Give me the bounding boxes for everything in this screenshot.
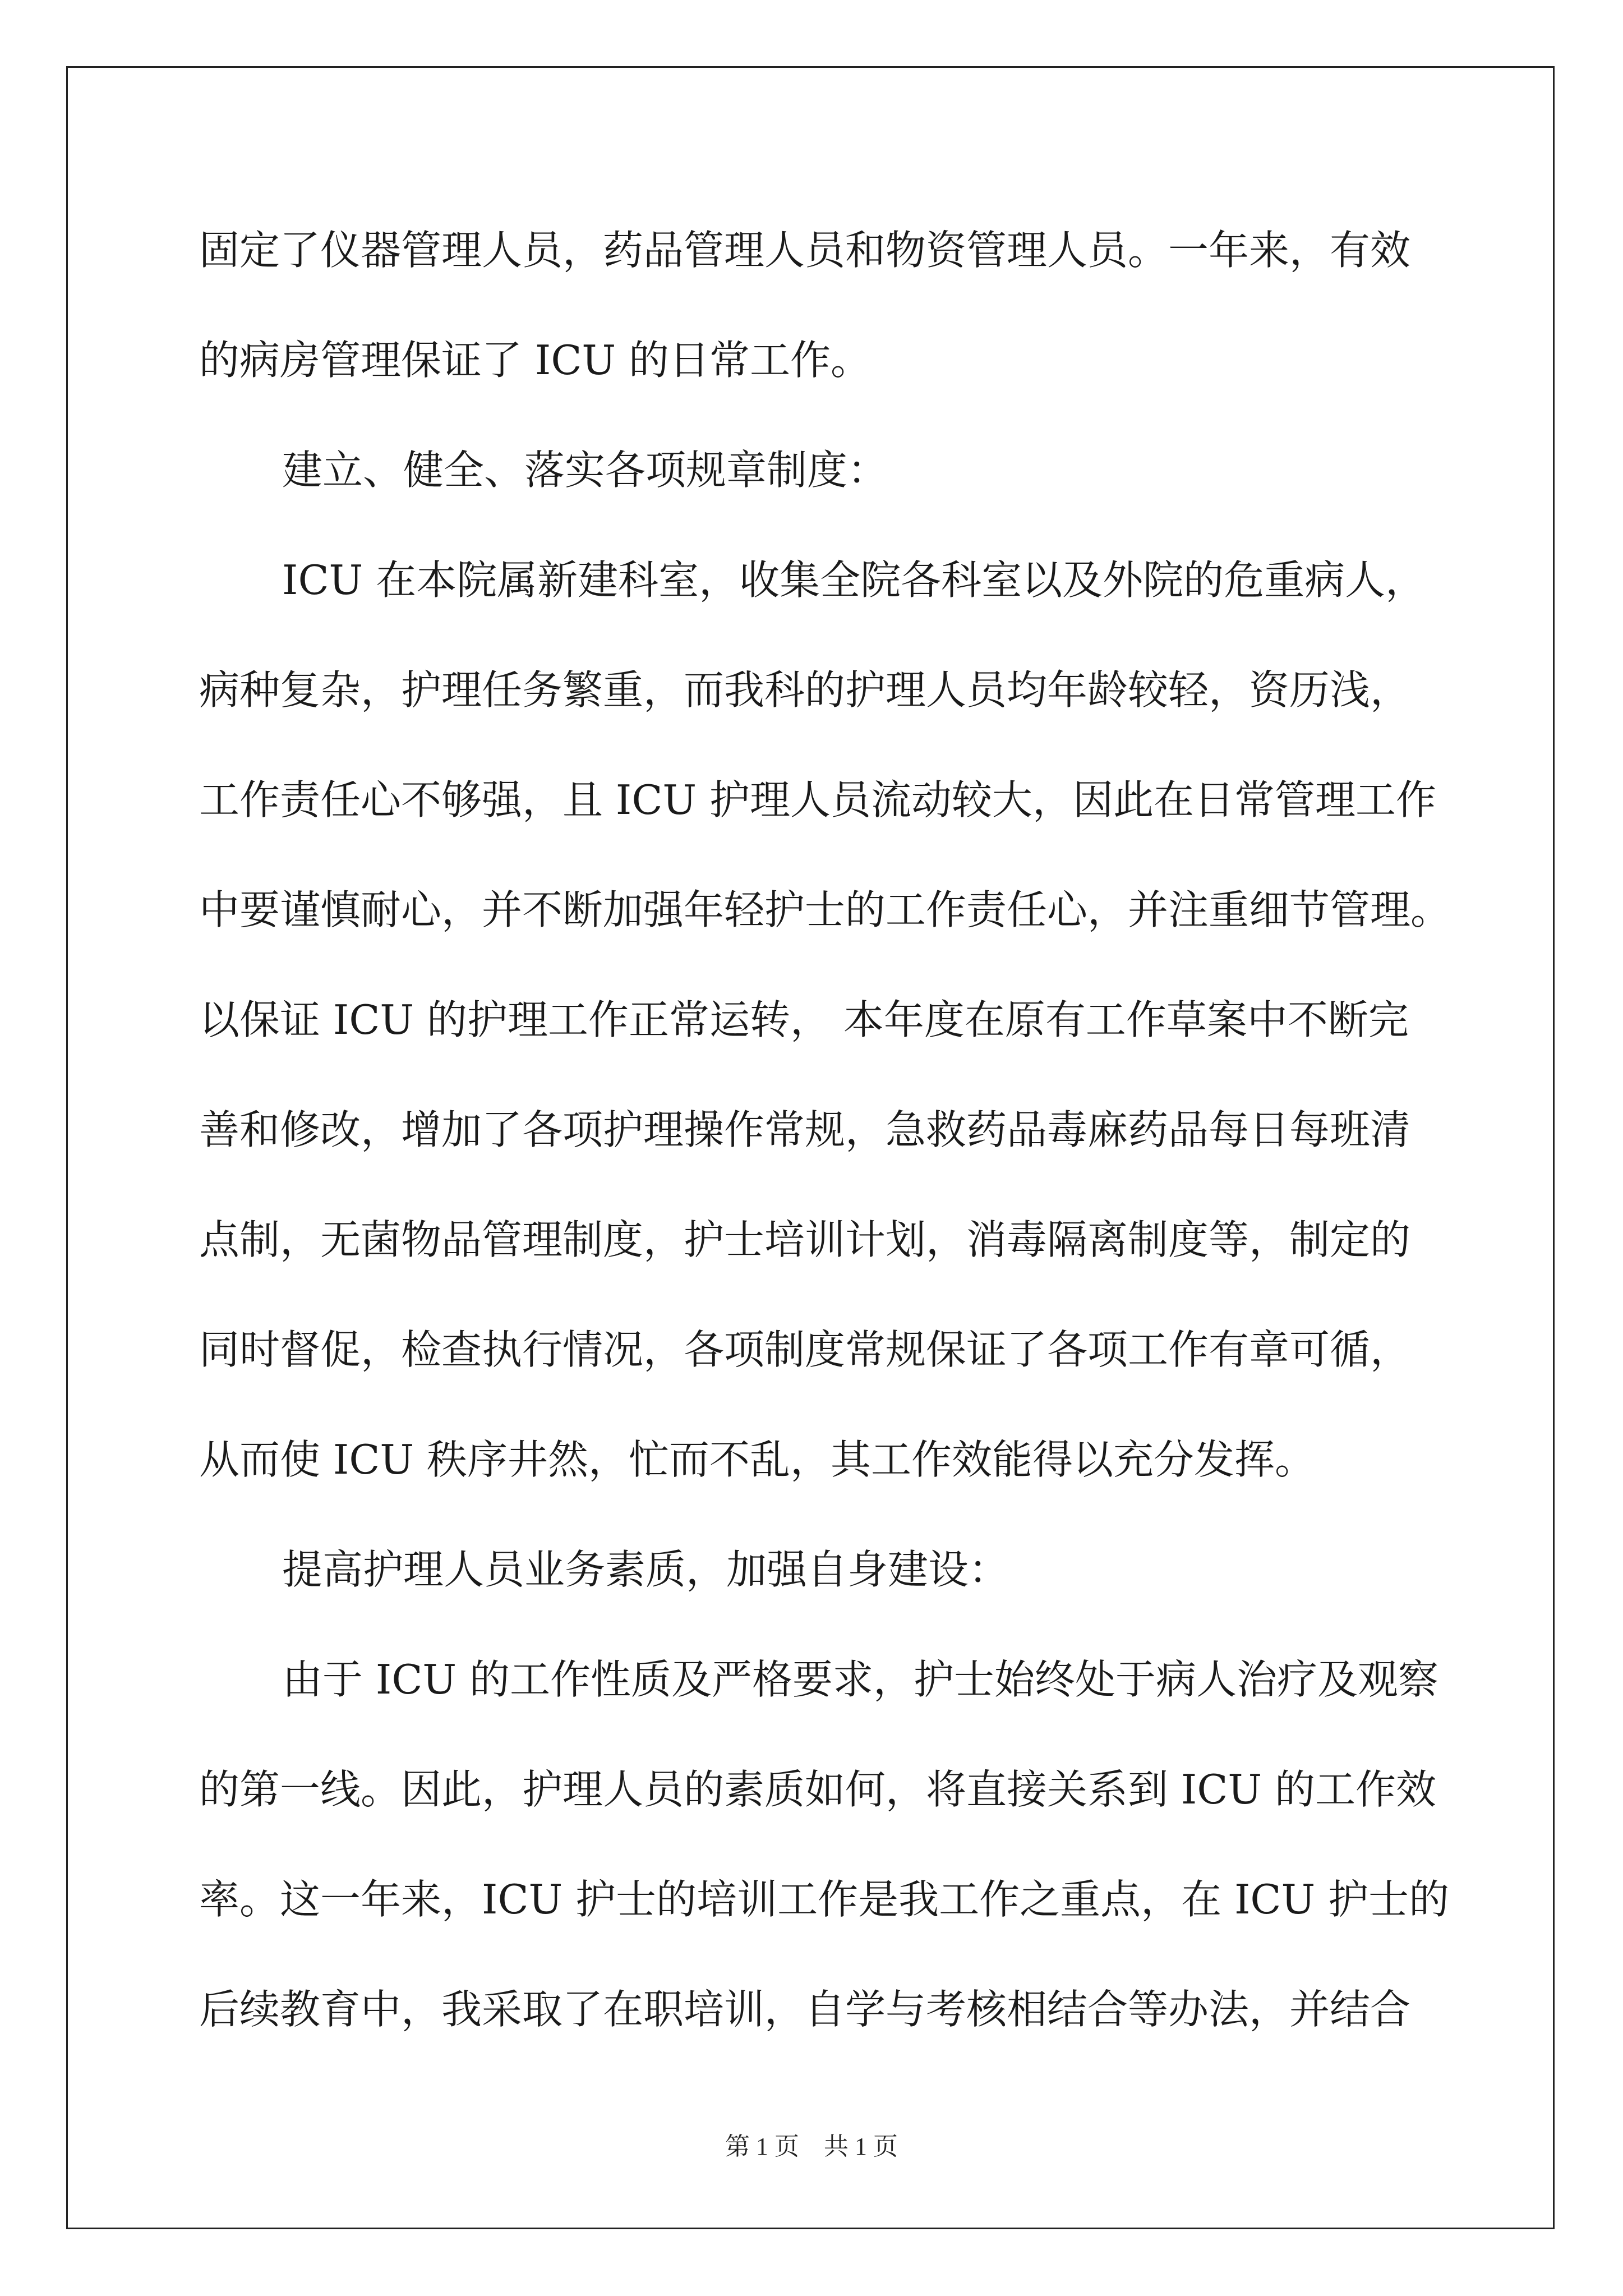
text-line: 善和修改，增加了各项护理操作常规，急救药品毒麻药品每日每班清: [199, 1106, 1411, 1153]
text-line: 的第一线。因此，护理人员的素质如何，将直接关系到 ICU 的工作效: [199, 1766, 1436, 1813]
text-line: 病种复杂，护理任务繁重，而我科的护理人员均年龄较轻，资历浅，: [199, 666, 1411, 714]
text-line: 后续教育中，我采取了在职培训，自学与考核相结合等办法，并结合: [199, 1986, 1411, 2033]
page-number-footer: 第 1 页 共 1 页: [725, 2133, 898, 2160]
text-line: 的病房管理保证了 ICU 的日常工作。: [199, 337, 871, 384]
text-line: ICU 在本院属新建科室，收集全院各科室以及外院的危重病人，: [282, 556, 1426, 604]
text-line: 以保证 ICU 的护理工作正常运转， 本年度在原有工作草案中不断完: [199, 996, 1409, 1043]
text-line: 固定了仪器管理人员，药品管理人员和物资管理人员。一年来，有效: [199, 227, 1411, 274]
text-line: 中要谨慎耐心，并不断加强年轻护士的工作责任心，并注重细节管理。: [199, 886, 1451, 933]
section-heading: 提高护理人员业务素质，加强自身建设：: [282, 1546, 1009, 1593]
text-line: 同时督促，检查执行情况，各项制度常规保证了各项工作有章可循，: [199, 1326, 1411, 1373]
section-heading: 建立、健全、落实各项规章制度：: [282, 447, 888, 494]
text-line: 率。这一年来，ICU 护士的培训工作是我工作之重点，在 ICU 护士的: [199, 1876, 1450, 1923]
text-line: 从而使 ICU 秩序井然，忙而不乱，其工作效能得以充分发挥。: [199, 1436, 1315, 1483]
text-line: 点制，无菌物品管理制度，护士培训计划，消毒隔离制度等，制定的: [199, 1216, 1411, 1263]
document-body: [199, 211, 1451, 2080]
text-line: 由于 ICU 的工作性质及严格要求，护士始终处于病人治疗及观察: [282, 1656, 1438, 1703]
text-line: 工作责任心不够强，且 ICU 护理人员流动较大，因此在日常管理工作: [199, 776, 1436, 823]
